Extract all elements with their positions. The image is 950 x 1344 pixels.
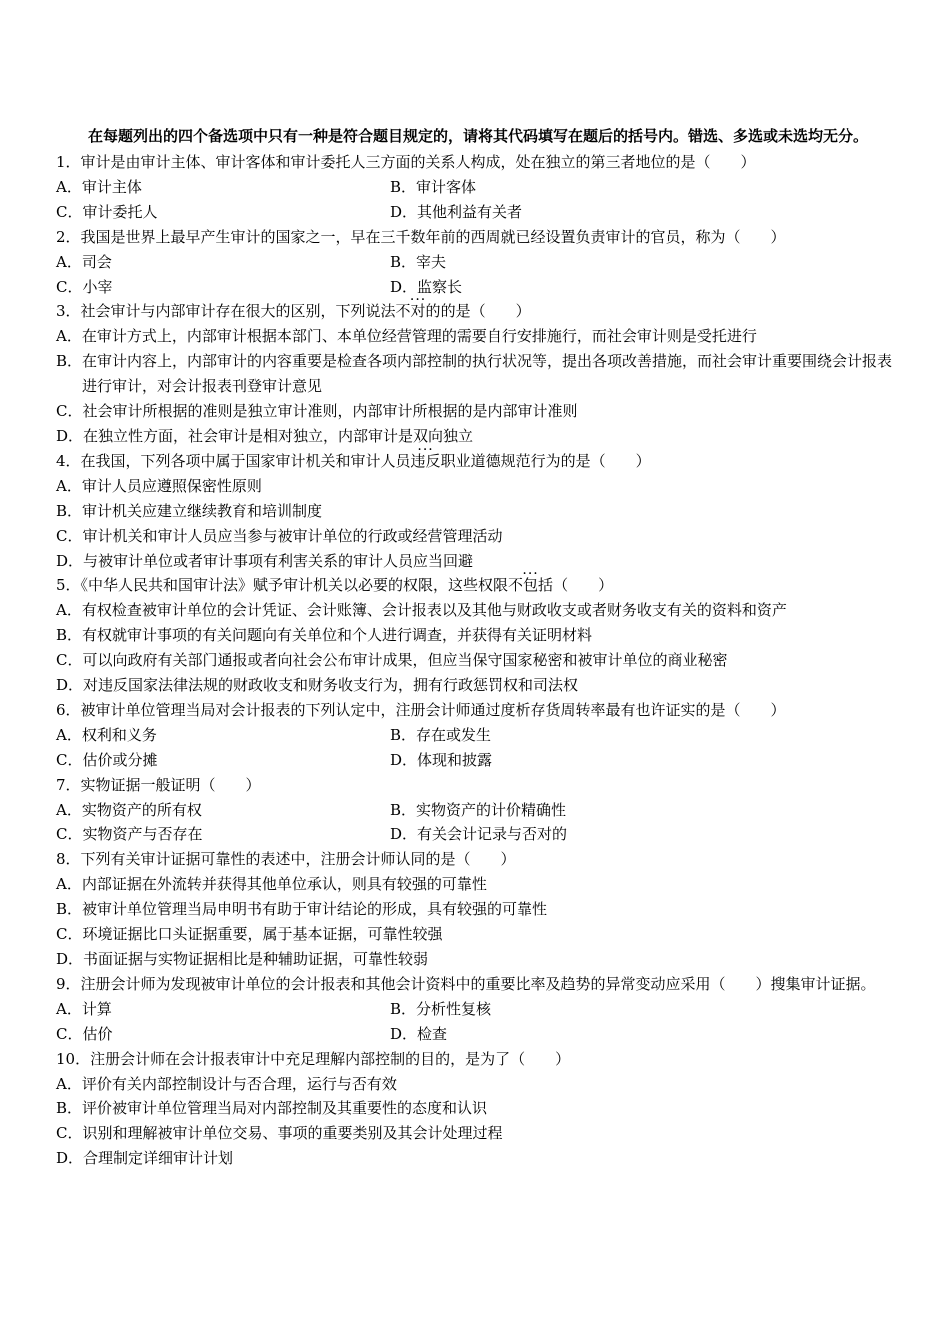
option-c: C．社会审计所根据的准则是独立审计准则，内部审计所根据的是内部审计准则	[56, 402, 578, 421]
option-c: C．环境证据比口头证据重要，属于基本证据，可靠性较强	[56, 925, 443, 944]
options-row	[56, 748, 896, 773]
question-9: 9．注册会计师为发现被审计单位的会计报表和其他会计资料中的重要比率及趋势的异常变动应采用（ ）搜集审计证据。	[56, 974, 876, 993]
option-a: A．有权检查被审计单位的会计凭证、会计账簿、会计报表以及其他与财政收支或者财务收支有关的资料和资产	[56, 601, 787, 620]
option-d: D．体现和披露	[390, 750, 493, 769]
emphasis-text: 不对的 ···	[396, 302, 441, 320]
instructions: 在每题列出的四个备选项中只有一种是符合题目规定的，请将其代码填写在题后的括号内。错选、多选或未选均无分。	[88, 127, 869, 145]
option-d: D．其他利益有关者	[390, 202, 523, 221]
option-d: D．监察长	[390, 277, 463, 296]
option-b: B．审计客体	[390, 177, 477, 196]
question-3	[56, 299, 896, 324]
option-b: B．审计机关应建立继续教育和培训制度	[56, 501, 323, 520]
option-b: B．有权就审计事项的有关问题向有关单位和个人进行调查，并获得有关证明材料	[56, 626, 593, 645]
option-d: D．有关会计记录与否对的	[390, 825, 568, 844]
option-c: C．小宰	[56, 277, 113, 296]
question-text: 5．《中华人民共和国审计法》赋予审计机关以必要的权限，这些权限	[56, 576, 509, 595]
option-d: D．合理制定详细审计计划	[56, 1149, 234, 1168]
option-b: B．在审计内容上，内部审计的内容重要是检查各项内部控制的执行状况等，提出各项改善措施，而社会审计重要围绕会计报表进行审计，对会计报表刊登审计意见	[56, 352, 893, 396]
option-d: D．书面证据与实物证据相比是种辅助证据，可靠性较弱	[56, 950, 429, 968]
question-text: 的是（ ）	[440, 302, 531, 321]
options-row	[56, 798, 896, 823]
option-b: B．宰夫	[390, 252, 447, 271]
question-6: 6．被审计单位管理当局对会计报表的下列认定中，注册会计师通过度析存货周转率最有也许证实的是（ ）	[56, 700, 786, 719]
options-row	[56, 250, 896, 275]
option-b: B．分析性复核	[390, 999, 492, 1018]
option-a: A．计算	[56, 999, 112, 1018]
question-5	[56, 573, 896, 598]
option-a: A．实物资产的所有权	[56, 800, 202, 819]
option-b: B．评价被审计单位管理当局对内部控制及其重要性的态度和认识	[56, 1099, 488, 1118]
options-row	[56, 822, 896, 847]
option-c: C．实物资产与否存在	[56, 825, 203, 844]
question-text: 3．社会审计与内部审计存在很大的区别，下列说法	[56, 302, 396, 321]
question-7: 7．实物证据一般证明（ ）	[56, 775, 261, 794]
question-8: 8．下列有关审计证据可靠性的表述中，注册会计师认同的是（ ）	[56, 850, 516, 869]
question-10: 10．注册会计师在会计报表审计中充足理解内部控制的目的，是为了（ ）	[56, 1049, 571, 1068]
option-a: A．评价有关内部控制设计与否合理，运行与否有效	[56, 1074, 397, 1093]
option-a: A．司会	[56, 252, 112, 271]
emphasis-text: 不包括 ···	[508, 576, 553, 594]
exam-page	[56, 124, 896, 1171]
option-a: A．权利和义务	[56, 725, 157, 744]
question-text: 4．在我国，下列各项中属于国家审计机关和审计人员	[56, 451, 411, 470]
option-d: D．与被审计单位或者审计事项有利害关系的审计人员应当回避	[56, 551, 474, 570]
question-1: 1．审计是由审计主体、审计客体和审计委托人三方面的关系人构成，处在独立的第三者地位的是（ ）	[56, 153, 756, 171]
option-c: C．审计机关和审计人员应当参与被审计单位的行政或经营管理活动	[56, 526, 503, 545]
option-b: B．存在或发生	[390, 725, 492, 744]
option-d: D．检查	[390, 1024, 448, 1043]
question-4	[56, 449, 896, 474]
option-a: A．审计人员应遵照保密性原则	[56, 476, 262, 495]
option-a: A．在审计方式上，内部审计根据本部门、本单位经营管理的需要自行安排施行，而社会审计则是受托进行	[56, 327, 757, 346]
question-text: （ ）	[553, 576, 614, 595]
options-row	[56, 175, 896, 200]
option-d: D．对违反国家法律法规的财政收支和财务收支行为，拥有行政惩罚权和司法权	[56, 676, 579, 695]
option-c: C．审计委托人	[56, 202, 158, 221]
options-row	[56, 1022, 896, 1047]
option-b: B．被审计单位管理当局申明书有助于审计结论的形成，具有较强的可靠性	[56, 900, 548, 919]
question-2: 2．我国是世界上最早产生审计的国家之一，早在三千数年前的西周就已经设置负责审计的官员，称为（ ）	[56, 227, 786, 246]
options-row	[56, 200, 896, 225]
option-d: D．在独立性方面，社会审计是相对独立，内部审计是双向独立	[56, 426, 474, 445]
options-row	[56, 997, 896, 1022]
option-c: C．可以向政府有关部门通报或者向社会公布审计成果，但应当保守国家秘密和被审计单位的商业秘密	[56, 651, 728, 670]
option-c: C．估价	[56, 1024, 113, 1043]
question-text: 职业道德规范行为的是（ ）	[440, 451, 651, 470]
options-row	[56, 723, 896, 748]
option-a: A．内部证据在外流转并获得其他单位承认，则具有较强的可靠性	[56, 875, 487, 894]
emphasis-text: 违反 ···	[411, 452, 441, 470]
option-a: A．审计主体	[56, 177, 142, 196]
option-b: B．实物资产的计价精确性	[390, 800, 567, 819]
option-c: C．估价或分摊	[56, 750, 158, 769]
options-row	[56, 275, 896, 300]
option-c: C．识别和理解被审计单位交易、事项的重要类别及其会计处理过程	[56, 1124, 503, 1143]
